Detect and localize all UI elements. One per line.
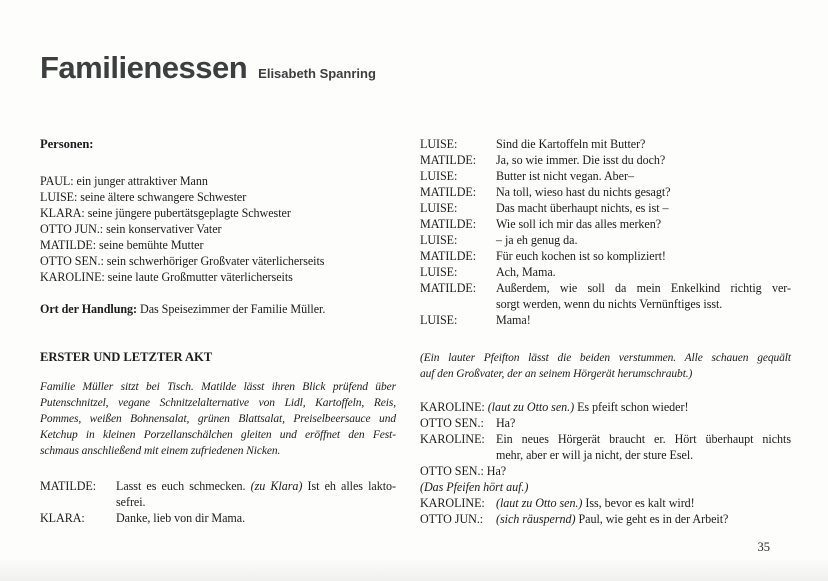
dialogue-line (116, 510, 396, 526)
dialogue-entry (420, 184, 791, 200)
persona-line: KAROLINE: seine laute Großmutter väterlicherseits (40, 270, 293, 284)
dialogue-entry (420, 264, 791, 280)
dialogue-entry (40, 510, 396, 526)
line-text: Für euch kochen ist so kompliziert! (496, 249, 666, 263)
speaker-label: LUISE: (420, 201, 458, 215)
stage-direction-line: schmaus anschließend mit einem zufriedenen Nicken. (40, 445, 281, 457)
stage-direction-line: Pommes, weißen Bohnensalat, grünen Blattsalat, Preiselbeersauce und (40, 413, 396, 425)
line-text: Ja, so wie immer. Die isst du doch? (496, 153, 666, 167)
persona-line: LUISE: seine ältere schwangere Schwester (40, 190, 247, 204)
dialogue-block-left (40, 478, 396, 526)
parenthetical-note: (laut zu Otto sen.) (487, 400, 575, 414)
dialogue-text (496, 415, 791, 431)
masthead (40, 52, 376, 83)
parenthetical-note: (Das Pfeifen hört auf.) (420, 480, 529, 494)
stage-direction-line: Putenschnitzel, vegane Schnitzelalternative von Lidl, Kartoffeln, Reis, (40, 397, 396, 409)
dialogue-entry (420, 136, 791, 152)
line-text: Das macht überhaupt nichts, es ist – (496, 201, 669, 215)
speaker-label: MATILDE: (420, 153, 477, 167)
dialogue-line (496, 248, 791, 264)
dialogue-text (496, 312, 791, 328)
line-text: Danke, lieb von dir Mama. (116, 511, 246, 525)
dialogue-text (496, 216, 791, 232)
speaker-label: MATILDE: (420, 185, 477, 199)
dialogue-line (496, 216, 791, 232)
line-text: Ein neues Hörgerät braucht er. Hört überhaupt nichts (496, 432, 791, 446)
line-text: Mama! (496, 313, 531, 327)
inline-stage-direction (420, 479, 791, 495)
speaker-label: MATILDE: (40, 479, 97, 493)
persona-line: MATILDE: seine bemühte Mutter (40, 238, 204, 252)
dialogue-text (496, 136, 791, 152)
line-text: Lasst es euch schmecken. (116, 479, 251, 493)
spacer (40, 152, 396, 173)
line-text: Iss, bevor es kalt wird! (582, 496, 695, 510)
speaker-label: OTTO JUN.: (420, 512, 484, 526)
line-text: Ist eh alles lakto- (302, 479, 396, 493)
dialogue-entry (420, 312, 791, 328)
parenthetical-note: (laut zu Otto sen.) (496, 496, 583, 510)
dialogue-line (496, 415, 791, 431)
dialogue-line (496, 152, 791, 168)
speaker-label: MATILDE: (420, 249, 477, 263)
line-text: – ja eh genug da. (496, 233, 578, 247)
speaker-label: OTTO SEN.: (420, 464, 484, 478)
dialogue-line (116, 478, 396, 494)
page-title: Familienessen (40, 50, 248, 85)
dialogue-text (496, 200, 791, 216)
dialogue-text (496, 511, 791, 527)
dialogue-text (496, 184, 791, 200)
speaker-label: OTTO SEN.: (420, 416, 484, 430)
persona-line: KLARA: seine jüngere pubertätsgeplagte Schwester (40, 206, 291, 220)
dialogue-line (496, 431, 791, 447)
dialogue-text (496, 280, 791, 312)
dialogue-entry (420, 431, 791, 463)
dialogue-text (496, 232, 791, 248)
dialogue-entry (420, 511, 791, 527)
line-text: Ha? (486, 464, 507, 478)
dialogue-line (496, 495, 791, 511)
speaker-label: MATILDE: (420, 217, 477, 231)
line-text: Ha? (496, 416, 516, 430)
author-name: Elisabeth Spanring (258, 66, 376, 81)
dialogue-line (496, 312, 791, 328)
setting-line (40, 301, 396, 317)
speaker-label: MATILDE: (420, 281, 477, 295)
dialogue-text (496, 168, 791, 184)
dialogue-entry (420, 415, 791, 431)
speaker-label: LUISE: (420, 137, 458, 151)
dialogue-line (496, 511, 791, 527)
personen-list (40, 173, 396, 285)
setting-label: Ort der Handlung: (40, 302, 138, 316)
dialogue-line (496, 184, 791, 200)
dialogue-line (496, 200, 791, 216)
dialogue-entry (420, 495, 791, 511)
dialogue-text (116, 478, 396, 510)
dialogue-entry (420, 399, 791, 415)
speaker-label: KLARA: (40, 511, 85, 525)
page-number: 35 (757, 540, 770, 554)
line-text: Na toll, wieso hast du nichts gesagt? (496, 185, 671, 199)
dialogue-text (496, 495, 791, 511)
persona-line: PAUL: ein junger attraktiver Mann (40, 174, 208, 188)
line-text: sefrei. (116, 495, 146, 509)
dialogue-entry (420, 152, 791, 168)
spacer (420, 328, 791, 350)
line-text: mehr, aber er will ja nicht, der sture Esel. (496, 448, 694, 462)
persona-line: OTTO SEN.: sein schwerhöriger Großvater väterlicherseits (40, 254, 325, 268)
dialogue-line (496, 168, 791, 184)
speaker-label: LUISE: (420, 313, 458, 327)
persona-line: OTTO JUN.: sein konservativer Vater (40, 222, 222, 236)
dialogue-line (496, 136, 791, 152)
dialogue-entry (420, 463, 791, 479)
dialogue-text (496, 264, 791, 280)
dialogue-line (116, 494, 396, 510)
dialogue-entry (420, 200, 791, 216)
setting-text: Das Speisezimmer der Familie Müller. (137, 302, 326, 316)
speaker-label: KAROLINE: (420, 400, 485, 414)
spacer (420, 382, 791, 399)
dialogue-line (496, 264, 791, 280)
parenthetical-note: (sich räuspernd) (496, 512, 576, 526)
dialogue-line (496, 296, 791, 312)
dialogue-text (496, 431, 791, 463)
speaker-label: LUISE: (420, 265, 458, 279)
line-text: Sind die Kartoffeln mit Butter? (496, 137, 646, 151)
stage-direction-line: Familie Müller sitzt bei Tisch. Matilde lässt ihren Blick prüfend über (40, 381, 396, 393)
line-text: Butter ist nicht vegan. Aber– (496, 169, 634, 183)
dialogue-line (496, 232, 791, 248)
dialogue-block-right-1 (420, 136, 791, 328)
opening-stage-direction (40, 379, 396, 459)
dialogue-block-right-2 (420, 399, 791, 527)
dialogue-line (496, 447, 791, 463)
right-column (420, 136, 791, 527)
spacer (40, 285, 396, 301)
speaker-label: LUISE: (420, 169, 458, 183)
dialogue-entry (420, 232, 791, 248)
left-column (40, 136, 396, 526)
dialogue-text (496, 248, 791, 264)
spacer (40, 365, 396, 379)
line-text: Paul, wie geht es in der Arbeit? (575, 512, 729, 526)
spacer (40, 459, 396, 478)
parenthetical-note: (zu Klara) (250, 479, 303, 493)
line-text: Wie soll ich mir das alles merken? (496, 217, 662, 231)
personen-heading: Personen: (40, 137, 94, 151)
dialogue-text (116, 510, 396, 526)
dialogue-entry (420, 280, 791, 312)
line-text: Es pfeift schon wieder! (574, 400, 689, 414)
pfeifton-stage-direction (420, 350, 791, 382)
dialogue-entry (420, 168, 791, 184)
speaker-label: KAROLINE: (420, 496, 485, 510)
dialogue-entry (420, 248, 791, 264)
dialogue-entry (40, 478, 396, 510)
speaker-label: KAROLINE: (420, 432, 485, 446)
line-text: Ach, Mama. (496, 265, 556, 279)
dialogue-entry (420, 216, 791, 232)
stage-direction-line: (Ein lauter Pfeifton lässt die beiden verstummen. Alle schauen gequält (420, 352, 791, 364)
stage-direction-line: Ketchup in kleinen Porzellanschälchen gleiten und eröffnet den Fest- (40, 429, 396, 441)
speaker-label: LUISE: (420, 233, 458, 247)
line-text: sorgt werden, wenn du nichts Vernünftiges isst. (496, 297, 723, 311)
dialogue-text (496, 152, 791, 168)
line-text: Außerdem, wie soll da mein Enkelkind richtig ver- (496, 281, 791, 295)
stage-direction-line: auf den Großvater, der an seinem Hörgerät herumschraubt.) (420, 368, 693, 380)
dialogue-line (496, 280, 791, 296)
spacer (40, 317, 396, 349)
act-heading: ERSTER UND LETZTER AKT (40, 350, 213, 364)
